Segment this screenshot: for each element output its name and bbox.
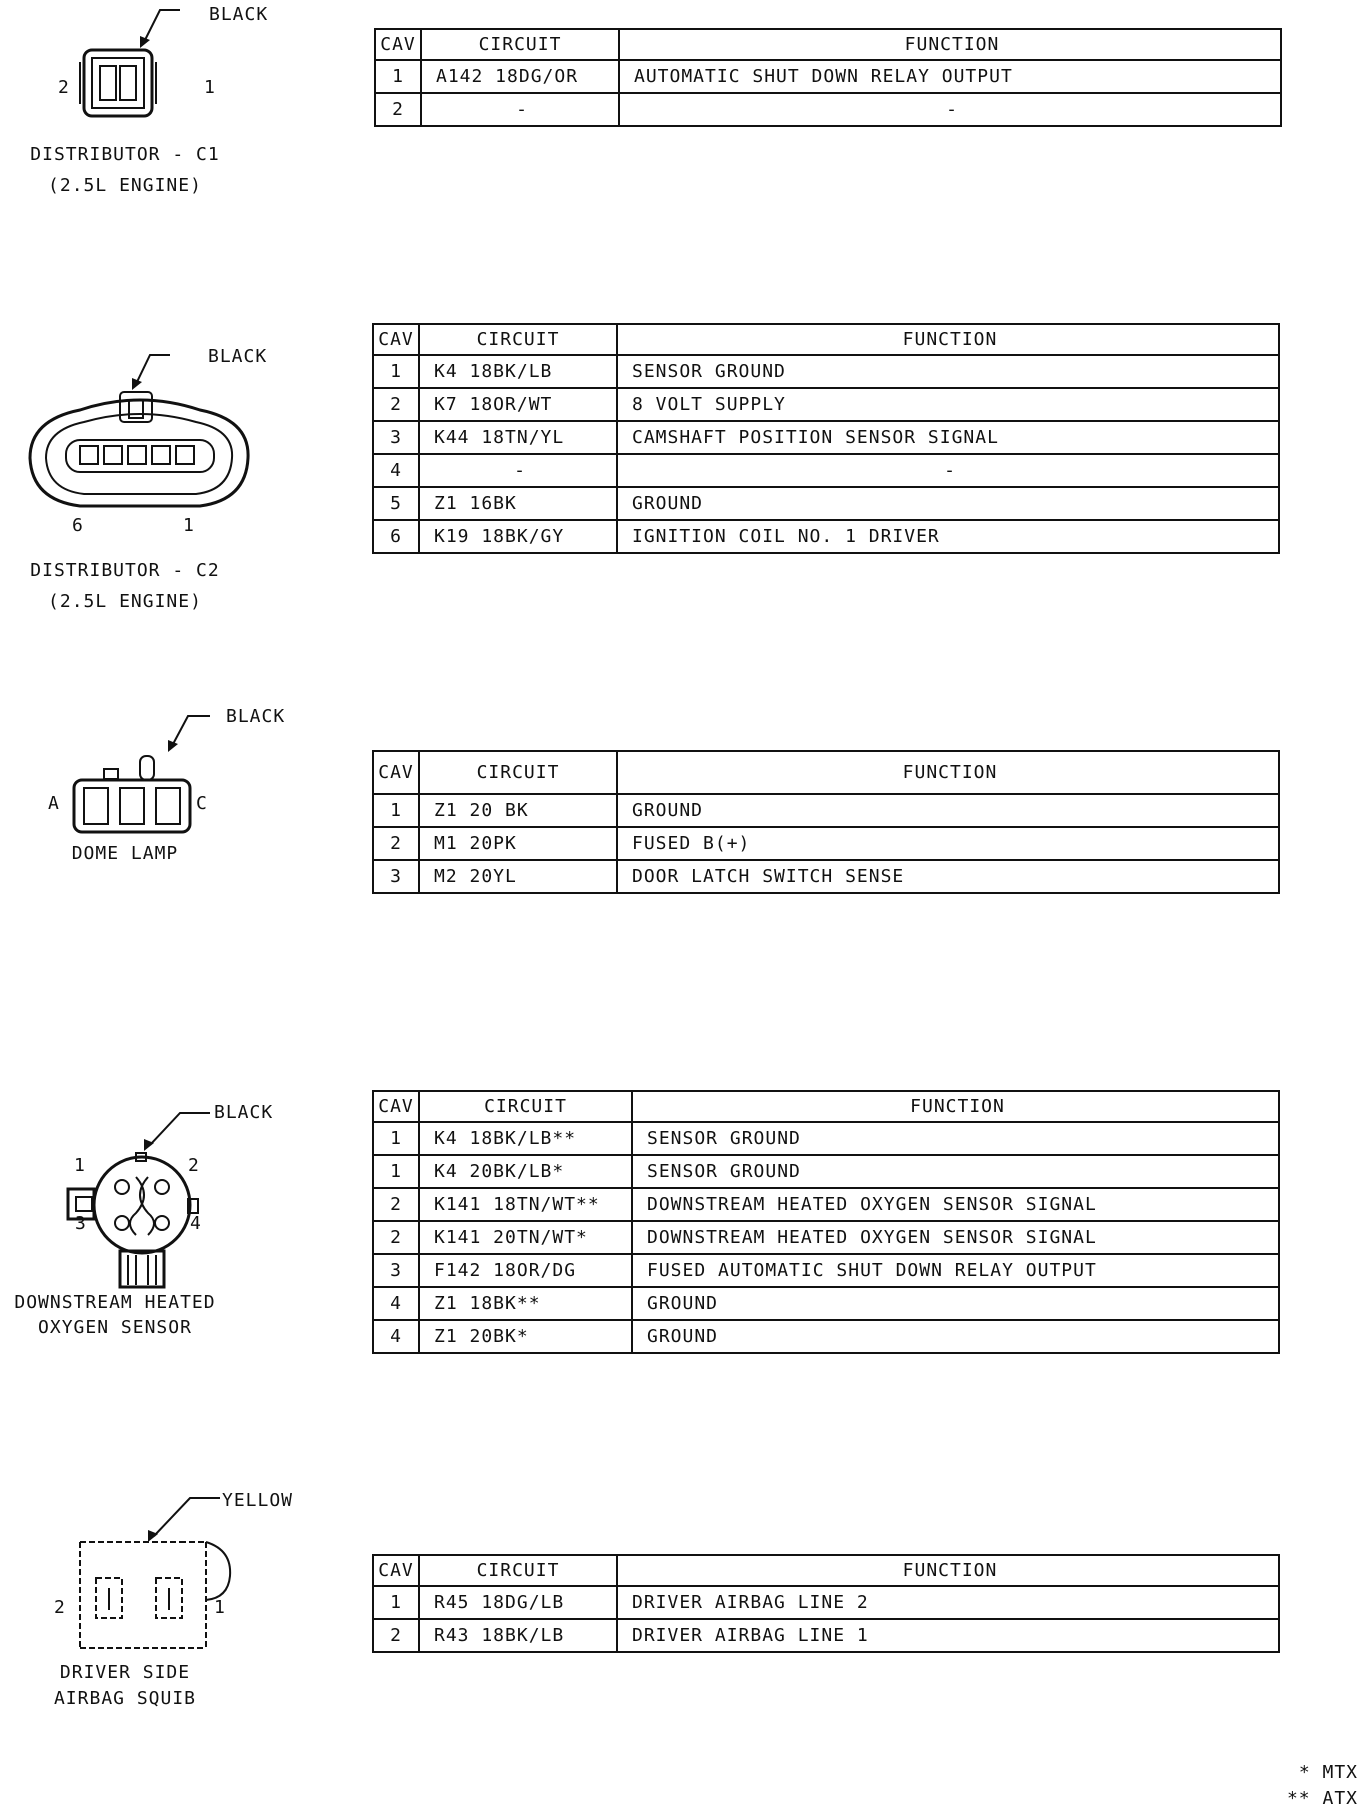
cell-function: GROUND (632, 1320, 1279, 1353)
header-circuit: CIRCUIT (419, 751, 617, 794)
pin-label: A (48, 793, 59, 814)
cell-function: CAMSHAFT POSITION SENSOR SIGNAL (617, 421, 1279, 454)
header-cav: CAV (373, 324, 419, 355)
connector-caption (20, 555, 230, 617)
cell-function: FUSED B(+) (617, 827, 1279, 860)
cell-circuit: A142 18DG/OR (421, 60, 619, 93)
table-row (373, 1287, 1279, 1320)
cell-cav: 1 (373, 1155, 419, 1188)
connector-color-label: BLACK (226, 706, 286, 727)
transmission-legend (1287, 1760, 1358, 1812)
pin-label: 6 (72, 515, 83, 536)
cell-function: FUSED AUTOMATIC SHUT DOWN RELAY OUTPUT (632, 1254, 1279, 1287)
header-cav: CAV (373, 1091, 419, 1122)
cell-circuit: K141 20TN/WT* (419, 1221, 632, 1254)
table-row (373, 520, 1279, 553)
pinout-table-distributor-c2 (372, 323, 1280, 554)
cell-cav: 2 (373, 1619, 419, 1652)
header-circuit: CIRCUIT (421, 29, 619, 60)
table-row (373, 1122, 1279, 1155)
cell-circuit: K141 18TN/WT** (419, 1188, 632, 1221)
cell-function: DRIVER AIRBAG LINE 1 (617, 1619, 1279, 1652)
cell-circuit: Z1 18BK** (419, 1287, 632, 1320)
caption-line: DOWNSTREAM HEATED (14, 1292, 216, 1313)
caption-line: DOME LAMP (71, 843, 179, 864)
cell-cav: 3 (373, 860, 419, 893)
table-row (373, 355, 1279, 388)
cell-cav: 2 (375, 93, 421, 126)
cell-circuit: F142 18OR/DG (419, 1254, 632, 1287)
header-function: FUNCTION (632, 1091, 1279, 1122)
table-row (373, 827, 1279, 860)
table-row (373, 1586, 1279, 1619)
connector-caption (30, 1660, 220, 1712)
table-row (373, 860, 1279, 893)
cell-cav: 1 (373, 794, 419, 827)
caption-line: OXYGEN SENSOR (38, 1317, 192, 1338)
cell-circuit: K4 18BK/LB (419, 355, 617, 388)
table-row (373, 487, 1279, 520)
connector-color-label: BLACK (208, 346, 268, 367)
table-header-row (373, 324, 1279, 355)
pinout-table-oxygen-sensor (372, 1090, 1280, 1354)
connector-color-label: BLACK (209, 4, 269, 25)
cell-function: GROUND (632, 1287, 1279, 1320)
header-function: FUNCTION (617, 1555, 1279, 1586)
cell-circuit: M1 20PK (419, 827, 617, 860)
table-row (373, 1155, 1279, 1188)
connector-caption (35, 838, 215, 869)
cell-cav: 4 (373, 1320, 419, 1353)
cell-circuit: Z1 20BK* (419, 1320, 632, 1353)
cell-function: - (619, 93, 1281, 126)
cell-circuit: R43 18BK/LB (419, 1619, 617, 1652)
cell-function: GROUND (617, 487, 1279, 520)
cell-circuit: Z1 16BK (419, 487, 617, 520)
table-row (375, 60, 1281, 93)
header-function: FUNCTION (617, 751, 1279, 794)
cell-cav: 3 (373, 1254, 419, 1287)
cell-function: SENSOR GROUND (617, 355, 1279, 388)
table-row (373, 421, 1279, 454)
header-function: FUNCTION (617, 324, 1279, 355)
table-row (373, 1188, 1279, 1221)
pin-label: C (196, 793, 207, 814)
cell-circuit: K4 18BK/LB** (419, 1122, 632, 1155)
legend-item-atx: ** ATX (1286, 1788, 1358, 1809)
pin-label: 2 (58, 77, 69, 98)
table-row (373, 1221, 1279, 1254)
legend-item-mtx: * MTX (1298, 1762, 1358, 1783)
header-function: FUNCTION (619, 29, 1281, 60)
table-row (373, 388, 1279, 421)
pin-label: 3 (75, 1213, 86, 1234)
cell-cav: 5 (373, 487, 419, 520)
cell-function: IGNITION COIL NO. 1 DRIVER (617, 520, 1279, 553)
cell-cav: 4 (373, 454, 419, 487)
cell-cav: 1 (375, 60, 421, 93)
connector-icon-oxygen-sensor (40, 1095, 260, 1295)
connector-caption (20, 139, 230, 201)
pinout-table-distributor-c1 (374, 28, 1282, 127)
cell-cav: 2 (373, 1188, 419, 1221)
pin-label: 1 (183, 515, 194, 536)
cell-function: DOWNSTREAM HEATED OXYGEN SENSOR SIGNAL (632, 1221, 1279, 1254)
pin-label: 1 (204, 77, 215, 98)
table-row (373, 454, 1279, 487)
pin-label: 2 (188, 1155, 199, 1176)
header-circuit: CIRCUIT (419, 1555, 617, 1586)
table-row (373, 1254, 1279, 1287)
header-circuit: CIRCUIT (419, 1091, 632, 1122)
caption-line: (2.5L ENGINE) (48, 591, 202, 612)
connector-icon-distributor-c2 (20, 340, 260, 540)
pin-label: 1 (74, 1155, 85, 1176)
cell-cav: 2 (373, 827, 419, 860)
table-row (373, 794, 1279, 827)
header-cav: CAV (373, 1555, 419, 1586)
cell-circuit: K7 18OR/WT (419, 388, 617, 421)
cell-cav: 1 (373, 1122, 419, 1155)
cell-cav: 3 (373, 421, 419, 454)
cell-circuit: - (421, 93, 619, 126)
caption-line: DISTRIBUTOR - C1 (30, 144, 220, 165)
table-header-row (375, 29, 1281, 60)
caption-line: DISTRIBUTOR - C2 (30, 560, 220, 581)
cell-function: AUTOMATIC SHUT DOWN RELAY OUTPUT (619, 60, 1281, 93)
cell-circuit: K19 18BK/GY (419, 520, 617, 553)
pinout-table-dome-lamp (372, 750, 1280, 894)
table-row (375, 93, 1281, 126)
cell-circuit: Z1 20 BK (419, 794, 617, 827)
pin-label: 1 (214, 1597, 225, 1618)
pin-label: 2 (54, 1597, 65, 1618)
header-cav: CAV (375, 29, 421, 60)
caption-line: AIRBAG SQUIB (53, 1688, 197, 1709)
table-header-row (373, 1555, 1279, 1586)
cell-circuit: K4 20BK/LB* (419, 1155, 632, 1188)
cell-circuit: K44 18TN/YL (419, 421, 617, 454)
cell-function: - (617, 454, 1279, 487)
cell-cav: 1 (373, 1586, 419, 1619)
cell-function: DOWNSTREAM HEATED OXYGEN SENSOR SIGNAL (632, 1188, 1279, 1221)
cell-function: DOOR LATCH SWITCH SENSE (617, 860, 1279, 893)
caption-line: DRIVER SIDE (59, 1662, 191, 1683)
cell-cav: 1 (373, 355, 419, 388)
cell-circuit: M2 20YL (419, 860, 617, 893)
connector-color-label: YELLOW (222, 1490, 294, 1511)
header-circuit: CIRCUIT (419, 324, 617, 355)
connector-caption (0, 1290, 230, 1340)
table-row (373, 1320, 1279, 1353)
cell-function: DRIVER AIRBAG LINE 2 (617, 1586, 1279, 1619)
caption-line: (2.5L ENGINE) (48, 175, 202, 196)
cell-cav: 2 (373, 388, 419, 421)
table-header-row (373, 1091, 1279, 1122)
cell-cav: 4 (373, 1287, 419, 1320)
cell-cav: 2 (373, 1221, 419, 1254)
cell-function: SENSOR GROUND (632, 1155, 1279, 1188)
table-header-row (373, 751, 1279, 794)
pinout-table-airbag-squib (372, 1554, 1280, 1653)
cell-circuit: - (419, 454, 617, 487)
connector-color-label: BLACK (214, 1102, 274, 1123)
table-row (373, 1619, 1279, 1652)
cell-circuit: R45 18DG/LB (419, 1586, 617, 1619)
cell-function: 8 VOLT SUPPLY (617, 388, 1279, 421)
cell-function: SENSOR GROUND (632, 1122, 1279, 1155)
header-cav: CAV (373, 751, 419, 794)
cell-function: GROUND (617, 794, 1279, 827)
pin-label: 4 (190, 1213, 201, 1234)
cell-cav: 6 (373, 520, 419, 553)
